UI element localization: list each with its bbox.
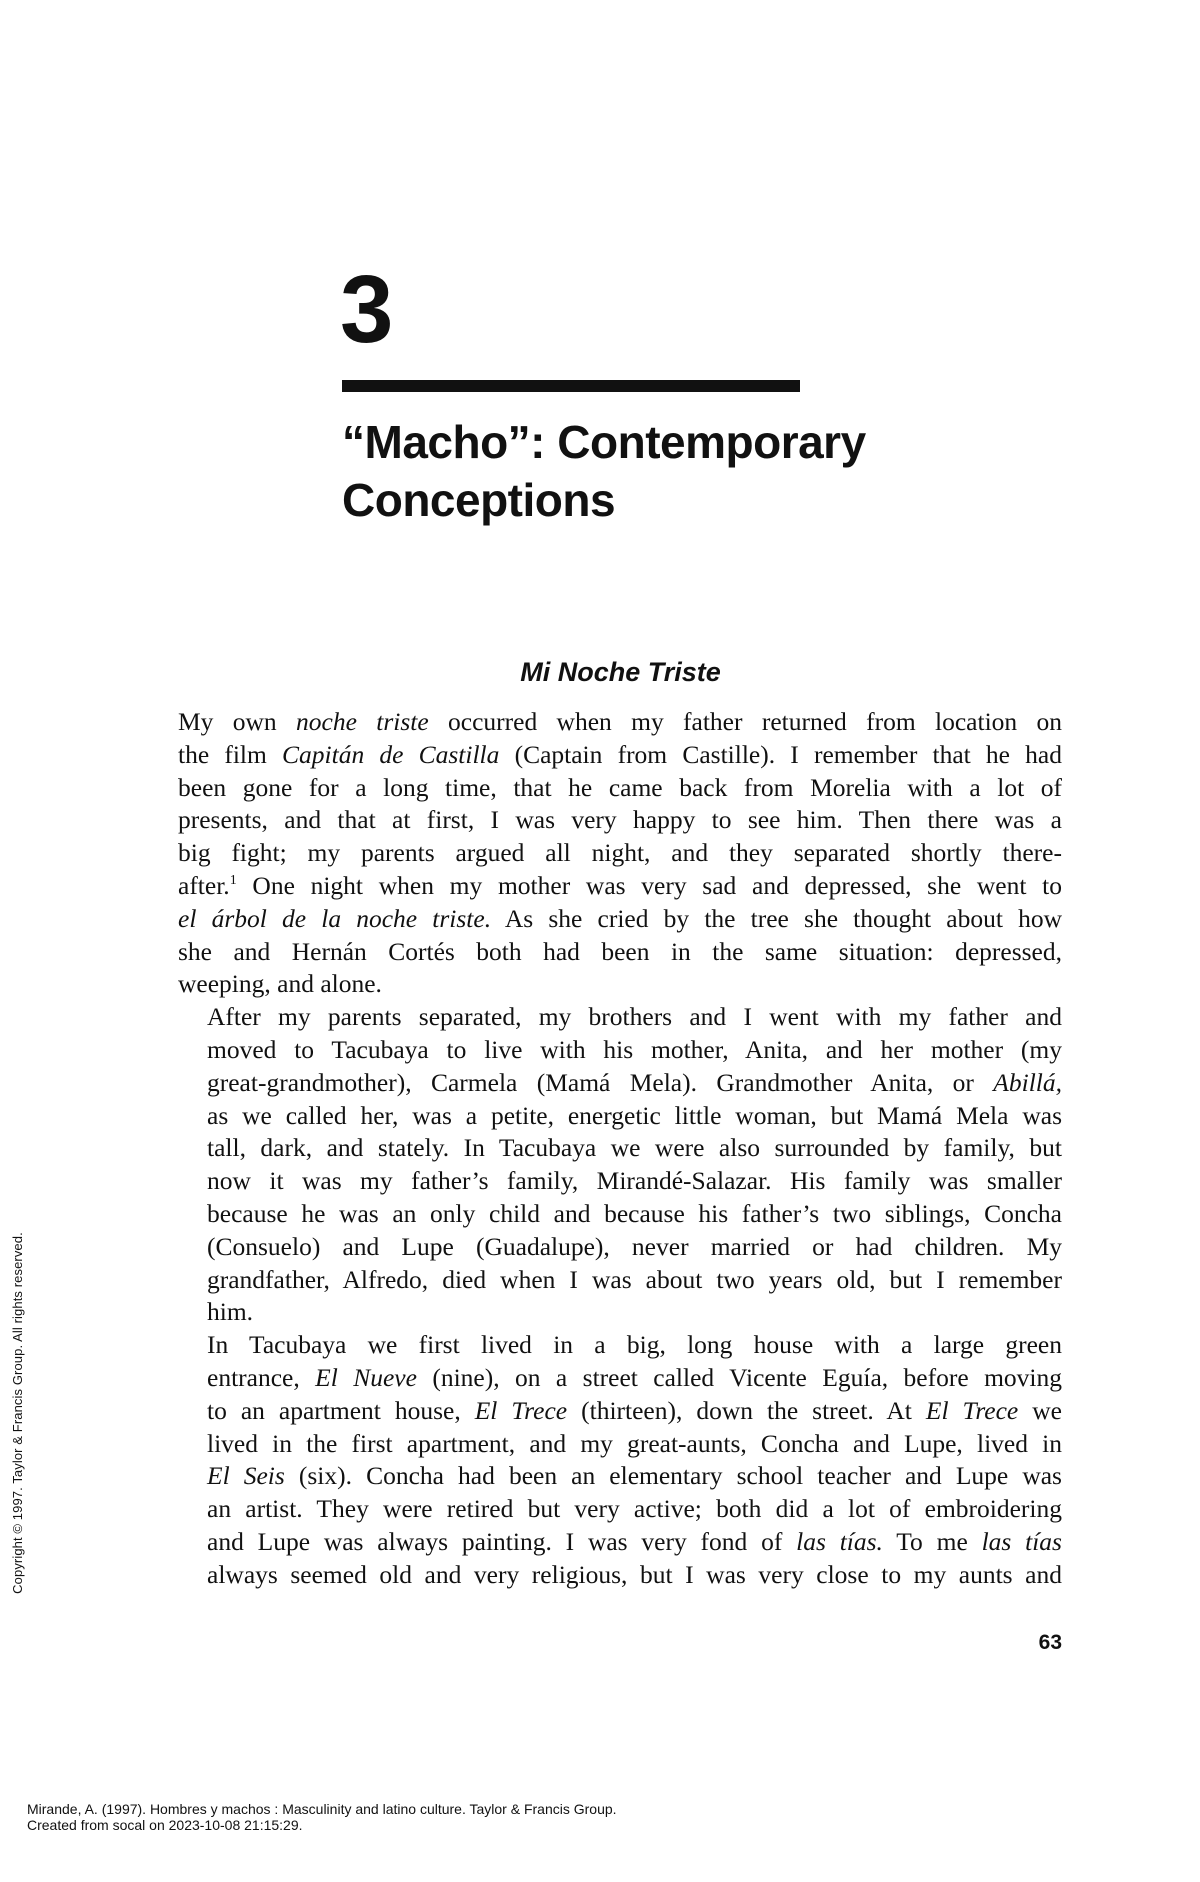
text-line: because he was an only child and because his father’s two siblings, Concha: [207, 1198, 1062, 1228]
text-span: (Captain from Castille). I remember that he had: [499, 739, 1062, 769]
text-line: she and Hernán Cortés both had been in the same situation: depressed,: [178, 936, 1062, 966]
chapter-number: 3: [340, 256, 392, 363]
text-span: One night when my mother was very sad and depressed, she went to: [236, 870, 1062, 900]
text-line: [178, 1460, 1062, 1493]
footnote-marker[interactable]: 1: [229, 872, 237, 888]
text-line: as we called her, was a petite, energetic little woman, but Mamá Mela was: [207, 1100, 1062, 1130]
text-span: (nine), on a street called Vicente Eguía, before moving: [416, 1362, 1062, 1392]
text-span: To me: [882, 1526, 982, 1556]
paragraph-2: [178, 1001, 1062, 1329]
text-span: and Lupe was always painting. I was very fond of: [207, 1526, 797, 1556]
text-line: [178, 1526, 1062, 1559]
text-span: after.: [178, 870, 230, 900]
italic-term: El Trece: [474, 1395, 568, 1425]
italic-term: Abillá,: [993, 1067, 1062, 1097]
chapter-title: [342, 413, 982, 529]
chapter-title-line: Conceptions: [342, 474, 616, 526]
text-line: been gone for a long time, that he came back from Morelia with a lot of: [178, 772, 1062, 802]
side-copyright: Copyright © 1997. Taylor & Francis Group. All rights reserved.: [10, 1232, 25, 1594]
text-line: [178, 706, 1062, 739]
text-line: tall, dark, and stately. In Tacubaya we were also surrounded by family, but: [207, 1133, 1062, 1163]
paragraph-3: [178, 1329, 1062, 1591]
footer: [27, 1801, 617, 1833]
text-line: (Consuelo) and Lupe (Guadalupe), never married or had children. My: [207, 1231, 1062, 1261]
chapter-title-line: “Macho”: Contemporary: [342, 416, 866, 468]
italic-term: Capitán de Castilla: [282, 739, 500, 769]
footer-citation: Mirande, A. (1997). Hombres y machos : Masculinity and latino culture. Taylor & Francis Group.: [27, 1801, 617, 1817]
text-span: to an apartment house,: [207, 1395, 475, 1425]
text-line: an artist. They were retired but very active; both did a lot of embroidering: [207, 1494, 1062, 1524]
text-line: In Tacubaya we first lived in a big, long house with a large green: [207, 1330, 1062, 1360]
text-span: occurred when my father returned from location on: [428, 707, 1062, 736]
text-span: the film: [178, 739, 283, 769]
text-span: great-grandmother), Carmela (Mamá Mela). Grandmother Anita, or: [207, 1067, 994, 1097]
italic-term: El Seis: [207, 1461, 285, 1491]
text-line: [178, 903, 1062, 936]
text-line: lived in the first apartment, and my great-aunts, Concha and Lupe, lived in: [207, 1428, 1062, 1458]
text-span: As she cried by the tree she thought about how: [491, 903, 1063, 933]
text-line: now it was my father’s family, Mirandé-Salazar. His family was smaller: [207, 1166, 1062, 1196]
text-line: presents, and that at first, I was very happy to see him. Then there was a: [178, 805, 1062, 835]
text-line: [178, 1362, 1062, 1395]
italic-term: las tías: [981, 1526, 1062, 1556]
text-line: [178, 870, 1062, 903]
text-line: always seemed old and very religious, but I was very close to my aunts and: [207, 1559, 1062, 1589]
text-line: him.: [207, 1297, 254, 1327]
italic-term: noche triste: [296, 707, 429, 736]
text-line: [178, 1395, 1062, 1428]
text-span: (thirteen), down the street. At: [567, 1395, 926, 1425]
text-span: we: [1018, 1395, 1062, 1425]
footer-created: Created from socal on 2023-10-08 21:15:29.: [27, 1817, 303, 1833]
text-line: weeping, and alone.: [178, 969, 382, 999]
text-line: [178, 1067, 1062, 1100]
italic-term: El Nueve: [315, 1362, 417, 1392]
italic-term: las tías.: [796, 1526, 883, 1556]
text-span: entrance,: [207, 1362, 316, 1392]
text-line: After my parents separated, my brothers and I went with my father and: [207, 1002, 1062, 1032]
chapter-rule: [342, 380, 800, 392]
body-text: [178, 706, 1062, 1592]
text-line: moved to Tacubaya to live with his mother, Anita, and her mother (my: [207, 1034, 1062, 1064]
text-line: big fight; my parents argued all night, and they separated shortly there-: [178, 838, 1062, 868]
text-line: [178, 739, 1062, 772]
text-line: grandfather, Alfredo, died when I was about two years old, but I remember: [207, 1264, 1062, 1294]
section-heading: Mi Noche Triste: [520, 657, 721, 687]
paragraph-1: [178, 706, 1062, 1001]
text-span: (six). Concha had been an elementary school teacher and Lupe was: [284, 1461, 1062, 1491]
italic-term: El Trece: [925, 1395, 1019, 1425]
text-span: My own: [178, 707, 297, 736]
italic-term: el árbol de la noche triste.: [178, 903, 492, 933]
page-number: 63: [1038, 1631, 1062, 1654]
